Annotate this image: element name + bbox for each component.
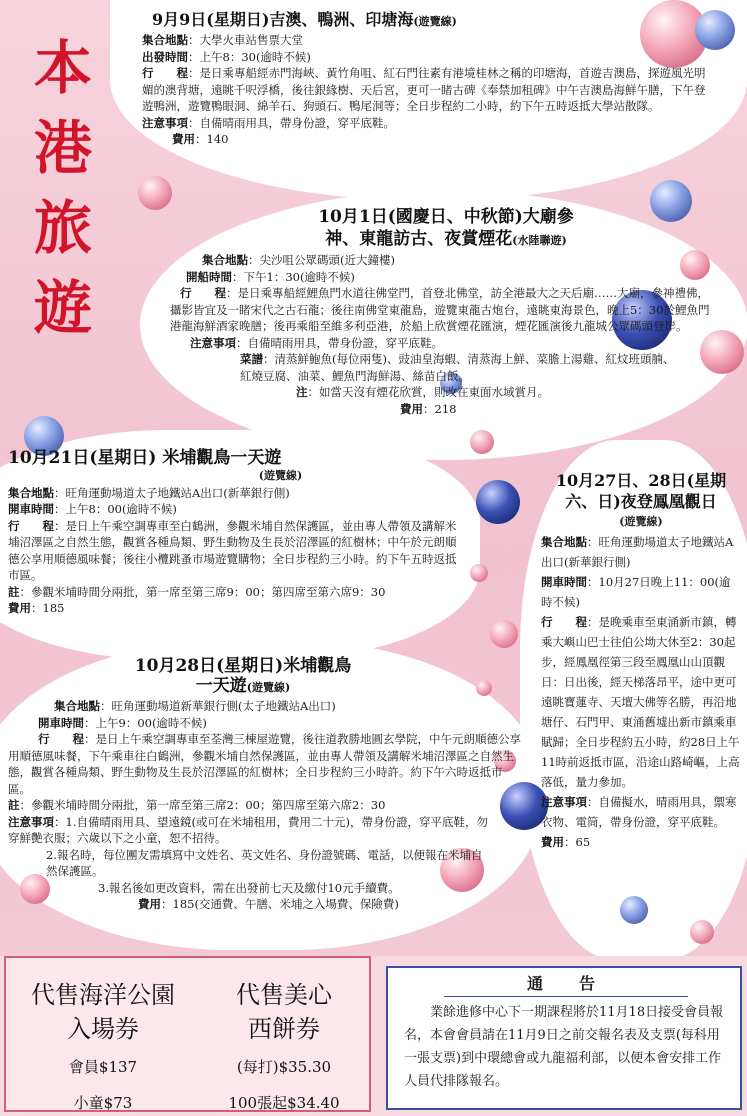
trip2-title-line2: 神、東龍訪古、夜賞煙花	[325, 229, 513, 249]
trip4-title-line2: 一天遊	[195, 676, 247, 696]
trip5-title-line2: 六、日)夜登鳳凰觀日	[565, 492, 717, 511]
trip2-menu-label: 菜譜	[240, 352, 263, 366]
trip4-depart: ：上午9：00(逾時不候)	[84, 715, 207, 730]
trip4-depart-label: 開車時間	[38, 715, 84, 730]
trip4-note-3: 3.報名後如更改資料，需在出發前七天及繳付10元手續費。	[98, 880, 400, 895]
trip4-gather: ：旺角運動場道新華銀行側(太子地鐵站A出口)	[100, 699, 336, 713]
decor-ball	[470, 564, 488, 582]
trip4-remark-label: 註	[8, 798, 20, 812]
ocean-park-title-line2: 入場券	[67, 1015, 139, 1043]
trip3-route: ：是日上午乘空調專車至白鶴洲，參觀米埔自然保護區，並由專人帶領及講解米埔沼澤區之自然生態，觀賞各種鳥類、野生動物及生長於沼澤區的紅樹林；中午於元朗順德公享用順德風味餐；後往小欖跳蚤市場遊覽購物；全日步程約三小時。約下午五時返抵市區。	[8, 518, 457, 582]
trip2-section	[170, 206, 722, 417]
trip1-title	[142, 10, 722, 32]
trip5-tag: (遊覽線)	[619, 515, 663, 528]
ocean-park-child-price: 小童$73	[73, 1094, 133, 1112]
decor-ball	[620, 896, 648, 924]
maxims-title-line1: 代售美心	[236, 981, 332, 1009]
ocean-park-ad	[18, 978, 188, 1116]
trip2-remark: ：如當天沒有煙花欣賞，則改在東面水域賞月。	[307, 385, 549, 399]
trip4-tag: (遊覽線)	[246, 681, 291, 694]
trip5-fee-label: 費用	[541, 835, 564, 849]
decor-ball	[138, 176, 172, 210]
trip3-gather-label: 集合地點	[8, 485, 54, 500]
vertical-title-char: 旅	[33, 194, 92, 262]
trip1-tag: (遊覽線)	[413, 15, 457, 28]
trip5-note: ：自備擬水，晴雨用具，禦寒衣物、電筒，帶身份證，穿平底鞋。	[541, 795, 737, 829]
trip1-fee-label: 費用	[172, 132, 195, 146]
trip1-note-label: 注意事項	[142, 115, 188, 130]
trip3-remark-label: 註	[8, 584, 20, 599]
trip5-fee: ：65	[564, 835, 591, 849]
trip4-section	[8, 656, 528, 913]
vertical-title-char: 港	[33, 114, 92, 182]
trip4-remark: ：參觀米埔時間分兩批，第一席至第三席2：00；第四席至第六席2：30	[19, 798, 386, 812]
trip1-route: ：是日乘專船經赤門海峽、黃竹角咀、紅石門往素有港境桂林之稱的印塘海，首遊吉澳島，探遊風光明媚的澳背塘，遠眺千呎浮橋，後往銀緣樹、天后宮，更可一睹古碑《奉禁加租碑》中午吉澳島海鮮午膳，下午登遊鴨洲，遊覽鴨眼洞、綿羊石、狗頭石、鴨尾洞等；全日步程約二小時，約下午五時返抵大學站散隊。	[142, 66, 706, 113]
notice-title: 通 告	[444, 972, 688, 997]
trip4-route: ：是日上午乘空調專車至荃灣三棟屋遊覽，後往道教勝地圓玄學院，中午元朗順德公享用順德風味餐，下午乘車往白鶴洲，參觀米埔自然保護區，並由專人帶領及講解米埔沼澤區之自然生態，觀賞各種鳥類、野生動物及生長於沼澤區的紅樹林；全日步程約三小時許。約下午六時返抵市區。	[8, 732, 521, 796]
trip2-depart: ：下午1：30(逾時不候)	[232, 269, 355, 284]
trip1-depart: ：上午8：30(逾時不候)	[188, 49, 311, 64]
trip4-note-2: 2.報名時，每位團友需填寫中文姓名、英文姓名、身份證號碼、電話，以便報在米埔自然保護區。	[46, 847, 483, 878]
trip2-route: ：是日乘專船經鯉魚門水道往佛堂門，首登北佛堂，訪全港最大之天后廟……大廟，參神禮佛，攝影皆宜及一睹宋代之古石龍；後往南佛堂東龍島，遊覽東龍古炮台，遠眺東海景色，晚上5：30於鯉魚門港龍海鮮酒家晚膳；後再乘船至維多利亞港，於船上欣賞煙花匯演，煙花匯演後九龍城公眾碼頭登岸。	[170, 286, 710, 333]
trip4-fee-label: 費用	[138, 897, 161, 911]
trip4-fee: ：185(交通費、午膳、米埔之入場費、保險費)	[161, 897, 399, 911]
trip3-gather: ：旺角運動場道太子地鐵站A出口(新華銀行側)	[54, 485, 290, 500]
trip1-gather-label: 集合地點	[142, 33, 188, 47]
trip2-note-label: 注意事項	[190, 335, 236, 350]
trip4-gather-label: 集合地點	[54, 699, 100, 713]
trip4-title	[8, 656, 478, 698]
trip3-depart-label: 開車時間	[8, 502, 54, 516]
trip2-fee: ：218	[423, 401, 457, 416]
trip3-fee-label: 費用	[8, 601, 31, 615]
trip5-note-label: 注意事項	[541, 795, 587, 809]
trip1-gather: ：大學火車站售票大堂	[188, 33, 303, 47]
trip3-depart: ：上午8：00(逾時不候)	[54, 502, 177, 516]
ocean-park-member-price: 會員$137	[68, 1058, 138, 1076]
trip4-title-line1: 10月28日(星期日)米埔觀鳥	[134, 656, 352, 676]
trip2-gather-label: 集合地點	[202, 253, 248, 267]
trip2-remark-label: 注	[296, 385, 308, 399]
notice-body: 業餘進修中心下一期課程將於11月18日接受會員報名，本會會員請在11月9日之前交報名表及支票(每科用一張支票)到中環總會或九龍福利部，以便本會安排工作人員代排隊報名。	[404, 1005, 724, 1089]
notice-box	[386, 966, 742, 1110]
trip1-fee: ：140	[195, 132, 229, 146]
trip2-depart-label: 開船時間	[186, 269, 232, 284]
trip2-menu: ：清蒸鮮鮑魚(每位兩隻)、豉油皇海蝦、清蒸海上鮮、菜膽上湯雞、紅炆班頭腩、紅燒豆腐、油菜、鯉魚門海鮮湯、絲苗白飯。	[240, 352, 675, 383]
maxims-ad	[206, 978, 362, 1116]
maxims-bulk-price: 100張起$34.40	[228, 1094, 340, 1112]
vertical-title-char: 本	[33, 34, 92, 102]
trip5-depart: ：10月27日晚上11：00(逾時不候)	[541, 575, 731, 609]
trip5-route: ：是晚乘車至東涌新市鎮，轉乘大嶼山巴士往伯公坳大休至2：30起步，經鳳凰徑第三段至鳳凰山山頂觀日：日出後，經天梯落昂平，途中更可遠眺寶蓮寺、天壇大佛等名勝，再沿地塘仔、石門甲、東涌舊墟出新市鎮乘車賦歸；全日步程約五小時，約28日上午11時前返抵市區，沿途山路崎嶇，上高落低，量力參加。	[541, 615, 740, 789]
ocean-park-title-line1: 代售海洋公園	[31, 981, 175, 1009]
trip2-fee-label: 費用	[400, 401, 423, 416]
trip3-section	[8, 448, 463, 617]
trip4-route-label: 行 程	[38, 732, 84, 746]
trip5-title-line1: 10月27日、28日(星期	[555, 471, 727, 490]
trip1-route-label: 行 程	[142, 66, 188, 80]
trip1-title-text: 9月9日(星期日)吉澳、鴨洲、印塘海	[152, 10, 414, 29]
decor-ball	[490, 620, 518, 648]
trip5-route-label: 行 程	[541, 615, 587, 629]
trip2-title-line1: 10月1日(國慶日、中秋節)大廟參	[318, 207, 574, 227]
trip4-note-1: ：1.自備晴雨用具、望遠鏡(或可在米埔租用，費用二十元)，帶身份證，穿平底鞋，勿穿鮮艷衣服；六歲以下之小童，恕不招待。	[8, 814, 488, 845]
decor-ball	[470, 430, 494, 454]
trip2-gather: ：尖沙咀公眾碼頭(近大鐘樓)	[248, 253, 395, 267]
maxims-dozen-price: (每打)$35.30	[236, 1058, 332, 1076]
trip3-route-label: 行 程	[8, 518, 54, 533]
trip5-title	[541, 470, 741, 512]
trip4-note-label: 注意事項	[8, 814, 54, 829]
trip5-depart-label: 開車時間	[541, 575, 587, 589]
trip5-gather: ：旺角運動場道太子地鐵站A出口(新華銀行側)	[541, 535, 734, 569]
trip1-note: ：自備晴雨用具，帶身份證，穿平底鞋。	[188, 115, 395, 130]
trip1-section	[142, 10, 722, 148]
trip3-fee: ：185	[31, 601, 65, 615]
trip5-section	[541, 470, 741, 852]
trip2-route-label: 行 程	[180, 286, 226, 300]
trip3-tag: (遊覽線)	[258, 469, 303, 482]
decor-ball	[690, 920, 714, 944]
trip2-title	[170, 206, 722, 252]
decor-ball	[476, 480, 520, 524]
trip2-tag: (水陸聯遊)	[512, 234, 567, 247]
trip5-gather-label: 集合地點	[541, 535, 587, 549]
trip3-remark: ：參觀米埔時間分兩批，第一席至第三席9：00；第四席至第六席9：30	[19, 584, 386, 599]
vertical-title-char: 遊	[33, 274, 92, 342]
vertical-title	[28, 28, 98, 348]
maxims-title-line2: 西餅券	[248, 1015, 320, 1043]
trip3-title: 10月21日(星期日) 米埔觀鳥一天遊	[8, 448, 282, 468]
trip1-depart-label: 出發時間	[142, 49, 188, 64]
trip2-note: ：自備晴雨用具，帶身份證，穿平底鞋。	[236, 335, 443, 350]
